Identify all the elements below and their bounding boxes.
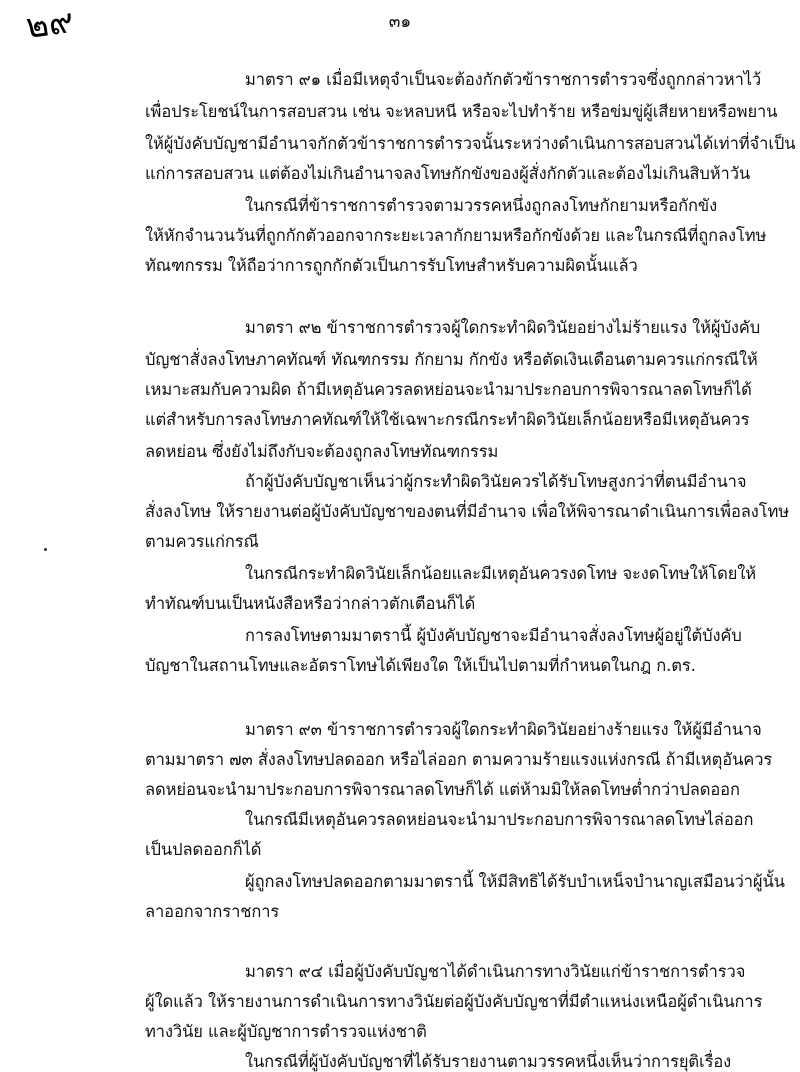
text-line: ผู้ใดแล้ว ให้รายงานการดำเนินการทางวินัยต่อผู้บังคับบัญชาที่มีตำแหน่งเหนือผู้ดำเนินการ — [145, 992, 763, 1011]
text-line: มาตรา ๙๓ ข้าราชการตำรวจผู้ใดกระทำผิดวินัยอย่างร้ายแรง ให้ผู้มีอำนาจ — [245, 720, 762, 739]
text-line: ลาออกจากราชการ — [145, 902, 280, 921]
text-line: การลงโทษตามมาตรานี้ ผู้บังคับบัญชาจะมีอำนาจสั่งลงโทษผู้อยู่ใต้บังคับ — [245, 626, 742, 645]
text-line: มาตรา ๙๔ เมื่อผู้บังคับบัญชาได้ดำเนินการทางวินัยแก่ข้าราชการตำรวจ — [245, 962, 746, 981]
text-line: ในกรณีที่ข้าราชการตำรวจตามวรรคหนึ่งถูกลงโทษกักยามหรือกักขัง — [245, 196, 718, 215]
text-line: ทัณฑกรรม ให้ถือว่าการถูกกักตัวเป็นการรับโทษสำหรับความผิดนั้นแล้ว — [145, 256, 638, 275]
text-line: มาตรา ๙๑ เมื่อมีเหตุจำเป็นจะต้องกักตัวข้าราชการตำรวจซึ่งถูกกล่าวหาไว้ — [245, 70, 762, 89]
text-line: แก่การสอบสวน แต่ต้องไม่เกินอำนาจลงโทษกักขังของผู้สั่งกักตัวและต้องไม่เกินสิบห้าวัน — [145, 164, 751, 183]
text-line: ให้หักจำนวนวันที่ถูกกักตัวออกจากระยะเวลากักยามหรือกักขังด้วย และในกรณีที่ถูกลงโทษ — [145, 226, 767, 245]
text-line: ตามควรแก่กรณี — [145, 532, 259, 551]
text-line: ในกรณีกระทำผิดวินัยเล็กน้อยและมีเหตุอันควรงดโทษ จะงดโทษให้โดยให้ — [245, 564, 757, 583]
text-line: ในกรณีมีเหตุอันควรลดหย่อนจะนำมาประกอบการพิจารณาลดโทษไล่ออก — [245, 810, 754, 829]
scan-speck — [44, 548, 47, 551]
text-line: ทำทัณฑ์บนเป็นหนังสือหรือว่ากล่าวตักเตือนก็ได้ — [145, 594, 476, 613]
text-line: เพื่อประโยชน์ในการสอบสวน เช่น จะหลบหนี หรือจะไปทำร้าย หรือข่มขู่ผู้เสียหายหรือพยาน — [145, 102, 778, 121]
text-line: สั่งลงโทษ ให้รายงานต่อผู้บังคับบัญชาของตนที่มีอำนาจ เพื่อให้พิจารณาดำเนินการเพื่อลงโทษ — [145, 502, 790, 521]
text-line: มาตรา ๙๒ ข้าราชการตำรวจผู้ใดกระทำผิดวินัยอย่างไม่ร้ายแรง ให้ผู้บังคับ — [245, 318, 761, 337]
text-line: ตามมาตรา ๗๓ สั่งลงโทษปลดออก หรือไล่ออก ตามความร้ายแรงแห่งกรณี ถ้ามีเหตุอันควร — [145, 750, 773, 769]
text-line: ในกรณีที่ผู้บังคับบัญชาที่ได้รับรายงานตามวรรคหนึ่งเห็นว่าการยุติเรื่อง — [245, 1052, 732, 1071]
text-line: บัญชาสั่งลงโทษภาคทัณฑ์ ทัณฑกรรม กักยาม กักขัง หรือตัดเงินเดือนตามควรแก่กรณีให้ — [145, 350, 758, 369]
text-line: เหมาะสมกับความผิด ถ้ามีเหตุอันควรลดหย่อนจะนำมาประกอบการพิจารณาลดโทษก็ได้ — [145, 380, 752, 399]
text-line: แต่สำหรับการลงโทษภาคทัณฑ์ให้ใช้เฉพาะกรณีกระทำผิดวินัยเล็กน้อยหรือมีเหตุอันควร — [145, 410, 750, 429]
page-number: ๓๑ — [388, 12, 412, 32]
text-line: ลดหย่อนจะนำมาประกอบการพิจารณาลดโทษก็ได้ แต่ห้ามมิให้ลดโทษต่ำกว่าปลดออก — [145, 780, 740, 799]
text-line: ลดหย่อน ซึ่งยังไม่ถึงกับจะต้องถูกลงโทษทัณฑกรรม — [145, 442, 499, 461]
text-line: ให้ผู้บังคับบัญชามีอำนาจกักตัวข้าราชการตำรวจนั้นระหว่างดำเนินการสอบสวนได้เท่าที่จำเป็น — [145, 134, 796, 153]
text-line: ทางวินัย และผู้บัญชาการตำรวจแห่งชาติ — [145, 1022, 427, 1041]
text-line: เป็นปลดออกก็ได้ — [145, 840, 262, 859]
text-line: บัญชาในสถานโทษและอัตราโทษได้เพียงใด ให้เป็นไปตามที่กำหนดในกฎ ก.ตร. — [145, 656, 696, 675]
text-line: ถ้าผู้บังคับบัญชาเห็นว่าผู้กระทำผิดวินัยควรได้รับโทษสูงกว่าที่ตนมีอำนาจ — [245, 472, 747, 491]
text-line: ผู้ถูกลงโทษปลดออกตามมาตรานี้ ให้มีสิทธิได้รับบำเหน็จบำนาญเสมือนว่าผู้นั้น — [245, 872, 785, 891]
handwritten-page-mark: ๒๙ — [23, 0, 77, 48]
